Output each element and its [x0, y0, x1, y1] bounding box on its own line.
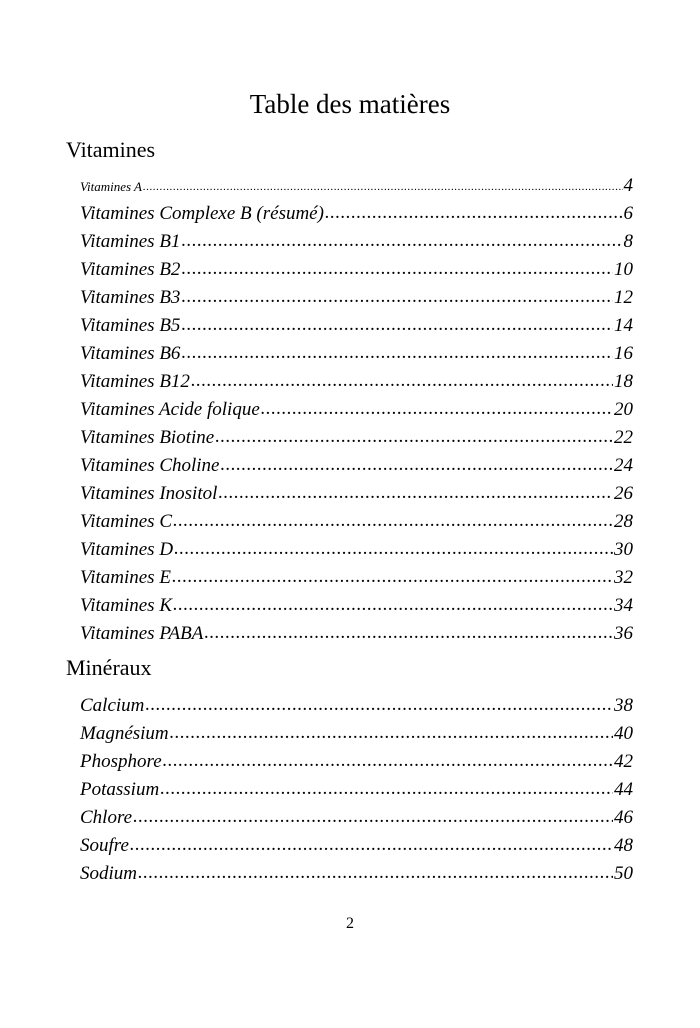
toc-entry-page: 44	[614, 779, 633, 800]
toc-entry-page: 16	[614, 343, 633, 364]
dot-leader	[181, 311, 613, 339]
toc-entry-label: Vitamines B12	[80, 371, 190, 392]
toc-entry-page: 26	[614, 483, 633, 504]
dot-leader	[215, 423, 613, 451]
toc-entry-page: 42	[614, 751, 633, 772]
toc-entry[interactable]	[80, 396, 633, 424]
section-heading: Minéraux	[66, 655, 152, 680]
toc-entry-label: Vitamines Choline	[80, 455, 220, 476]
toc-entry-label: Vitamines Inositol	[80, 483, 218, 504]
toc-entry-label: Calcium	[80, 695, 145, 716]
toc-entry-page: 34	[614, 595, 633, 616]
dot-leader	[170, 719, 613, 747]
toc-entry-label: Vitamines B1	[80, 231, 181, 252]
toc-entry-label: Magnésium	[80, 723, 169, 744]
toc-entry-label: Sodium	[80, 863, 137, 884]
toc-entry-label: Vitamines A	[80, 179, 142, 194]
toc-entry-label: Vitamines PABA	[80, 623, 204, 644]
toc-entry[interactable]	[80, 620, 633, 648]
toc-entry-label: Vitamines K	[80, 595, 173, 616]
toc-entry-label: Vitamines Acide folique	[80, 399, 260, 420]
toc-entry[interactable]	[80, 536, 633, 564]
dot-leader	[181, 255, 613, 283]
toc-entry[interactable]	[80, 368, 633, 396]
toc-entry-page: 50	[614, 863, 633, 884]
toc-entry-page: 12	[614, 287, 633, 308]
toc-entry[interactable]	[80, 424, 633, 452]
toc-entry[interactable]	[80, 200, 633, 228]
dot-leader	[204, 619, 613, 647]
dot-leader	[261, 395, 613, 423]
toc-entry-page: 32	[614, 567, 633, 588]
dot-leader	[191, 367, 613, 395]
toc-entry-page: 20	[614, 399, 633, 420]
toc-entry[interactable]	[80, 720, 633, 748]
toc-entry-page: 28	[614, 511, 633, 532]
toc-entry[interactable]	[80, 564, 633, 592]
toc-entry-page: 10	[614, 259, 633, 280]
toc-entry[interactable]	[80, 748, 633, 776]
dot-leader	[173, 591, 613, 619]
toc-entry-page: 46	[614, 807, 633, 828]
dot-leader	[172, 563, 613, 591]
toc-entry-label: Chlore	[80, 807, 133, 828]
toc-entry[interactable]	[80, 172, 633, 200]
toc-entry[interactable]	[80, 256, 633, 284]
toc-list	[80, 692, 633, 888]
toc-entry[interactable]	[80, 340, 633, 368]
dot-leader	[221, 451, 614, 479]
dot-leader	[138, 859, 613, 887]
toc-entry-page: 22	[614, 427, 633, 448]
dot-leader	[181, 227, 622, 255]
toc-entry-page: 40	[614, 723, 633, 744]
toc-entry[interactable]	[80, 312, 633, 340]
toc-entry[interactable]	[80, 508, 633, 536]
toc-entry[interactable]	[80, 480, 633, 508]
toc-entry-page: 18	[614, 371, 633, 392]
toc-entry[interactable]	[80, 452, 633, 480]
toc-entry-label: Vitamines Complexe B (résumé)	[80, 203, 324, 224]
dot-leader	[181, 283, 613, 311]
toc-entry[interactable]	[80, 692, 633, 720]
toc-entry-label: Vitamines B2	[80, 259, 181, 280]
toc-entry-label: Vitamines B3	[80, 287, 181, 308]
toc-entry[interactable]	[80, 804, 633, 832]
toc-entry-page: 36	[614, 623, 633, 644]
dot-leader	[173, 507, 613, 535]
toc-entry-label: Vitamines E	[80, 567, 171, 588]
page-number: 2	[346, 915, 354, 932]
toc-entry-page: 4	[623, 175, 633, 196]
toc-entry[interactable]	[80, 228, 633, 256]
toc-entry-label: Vitamines B5	[80, 315, 181, 336]
dot-leader	[145, 691, 613, 719]
page-title: Table des matières	[249, 89, 451, 119]
toc-entry-label: Phosphore	[80, 751, 162, 772]
toc-entry-page: 24	[614, 455, 633, 476]
toc-entry-label: Vitamines C	[80, 511, 173, 532]
toc-entry-label: Vitamines Biotine	[80, 427, 215, 448]
dot-leader	[143, 172, 623, 201]
dot-leader	[133, 803, 613, 831]
dot-leader	[160, 775, 613, 803]
dot-leader	[218, 479, 613, 507]
toc-entry-page: 6	[623, 203, 633, 224]
toc-entry-page: 38	[614, 695, 633, 716]
toc-entry-label: Vitamines D	[80, 539, 174, 560]
toc-entry-label: Potassium	[80, 779, 160, 800]
dot-leader	[130, 831, 613, 859]
toc-entry[interactable]	[80, 592, 633, 620]
toc-entry-page: 30	[614, 539, 633, 560]
toc-entry[interactable]	[80, 832, 633, 860]
toc-entry-page: 8	[623, 231, 633, 252]
toc-entry-label: Vitamines B6	[80, 343, 181, 364]
toc-entry[interactable]	[80, 776, 633, 804]
dot-leader	[181, 339, 613, 367]
dot-leader	[325, 199, 623, 227]
toc-entry-page: 48	[614, 835, 633, 856]
toc-entry[interactable]	[80, 860, 633, 888]
dot-leader	[174, 535, 613, 563]
toc-list	[80, 172, 633, 648]
toc-entry-page: 14	[614, 315, 633, 336]
toc-entry[interactable]	[80, 284, 633, 312]
dot-leader	[163, 747, 613, 775]
section-heading: Vitamines	[66, 137, 156, 162]
toc-entry-label: Soufre	[80, 835, 129, 856]
